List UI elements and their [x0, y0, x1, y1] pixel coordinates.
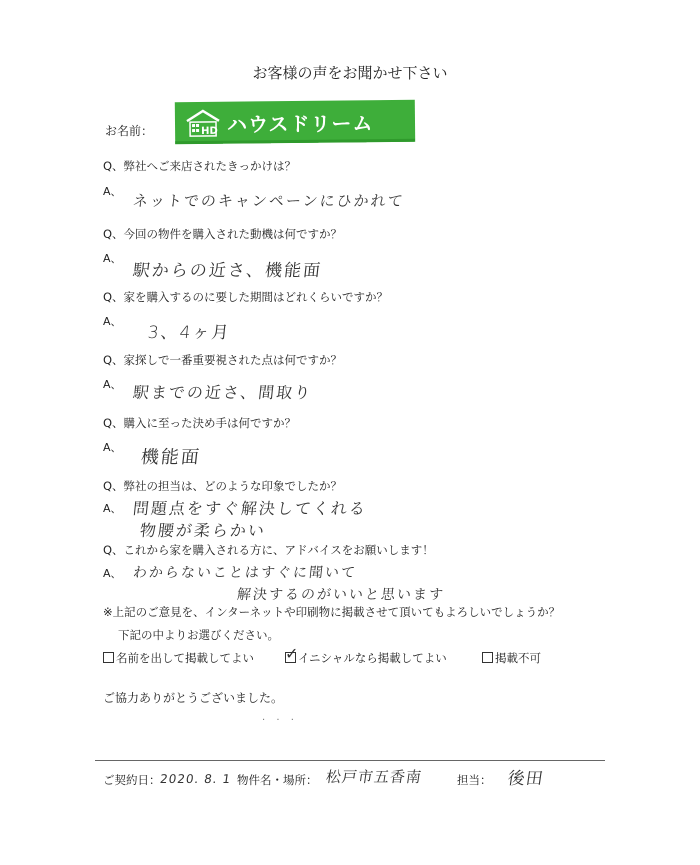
checkbox-initial[interactable]	[285, 644, 299, 663]
question-7: Q、これから家を購入される方に、アドバイスをお願いします！	[103, 543, 434, 557]
answer-label-7: A、	[103, 567, 122, 580]
footer-divider	[95, 760, 605, 761]
answer-3: 3、4ヶ月	[146, 323, 232, 343]
answer-6-line-1: 問題点をすぐ解決してくれる	[131, 499, 368, 518]
logo-mark: HD	[201, 125, 218, 137]
question-2: Q、今回の物件を購入された動機は何ですか？	[103, 227, 343, 241]
answer-6-line-2: 物腰が柔らかい	[138, 521, 267, 540]
option-none[interactable]	[482, 650, 541, 666]
answer-1: ネットでのキャンペーンにひかれて	[132, 192, 406, 210]
property-value: 松戸市五香南	[324, 768, 424, 786]
consent-instruction: 下記の中よりお選びください。	[118, 628, 279, 642]
answer-label-6: A、	[103, 502, 122, 515]
option-initial[interactable]	[285, 644, 447, 666]
brand-banner	[175, 100, 415, 145]
answer-label-3: A、	[103, 315, 122, 328]
page-title: お客様の声をお聞かせ下さい	[252, 64, 448, 82]
answer-label-1: A、	[103, 185, 122, 198]
checkmark-icon: ✓	[285, 644, 299, 663]
answer-2: 駅からの近さ、機能面	[131, 261, 324, 281]
question-6: Q、弊社の担当は、どのような印象でしたか？	[103, 479, 343, 493]
option-initial-label: イニシャルなら掲載してよい	[298, 651, 447, 665]
brand-name: ハウスドリーム	[226, 111, 374, 137]
option-name[interactable]	[103, 650, 254, 666]
house-logo-icon	[185, 108, 221, 138]
question-3: Q、家を購入するのに要した期間はどれくらいですか？	[103, 290, 389, 304]
consent-note: ※上記のご意見を、インターネットや印刷物に掲載させて頂いてもよろしいでしょうか？	[103, 605, 561, 619]
answer-label-4: A、	[103, 378, 122, 391]
name-label: お名前：	[105, 124, 154, 138]
thanks-message: ご協力ありがとうございました。	[103, 691, 284, 705]
answer-7-line-1: わからないことはすぐに聞いて	[132, 565, 358, 581]
question-5: Q、購入に至った決め手は何ですか？	[103, 416, 297, 430]
answer-7-line-2: 解決するのがいいと思います	[236, 587, 446, 603]
option-none-label: 掲載不可	[495, 651, 541, 665]
answer-4: 駅までの近さ、間取り	[131, 383, 314, 402]
question-4: Q、家探しで一番重要視された点は何ですか？	[103, 353, 343, 367]
contract-date-label: ご契約日：	[103, 773, 161, 787]
staff-label: 担当：	[457, 773, 492, 787]
staff-value: 後田	[506, 769, 546, 789]
question-1: Q、弊社へご来店されたきっかけは？	[103, 159, 297, 173]
option-name-label: 名前を出して掲載してよい	[116, 651, 254, 665]
answer-5: 機能面	[139, 447, 202, 468]
contract-date-value: 2020. 8. 1	[159, 772, 233, 786]
decorative-dots: . . .	[262, 712, 298, 723]
answer-label-2: A、	[103, 252, 122, 265]
property-label: 物件名・場所：	[237, 773, 318, 787]
answer-label-5: A、	[103, 441, 122, 454]
checkbox-none[interactable]	[482, 652, 493, 663]
checkbox-name[interactable]	[103, 652, 114, 663]
